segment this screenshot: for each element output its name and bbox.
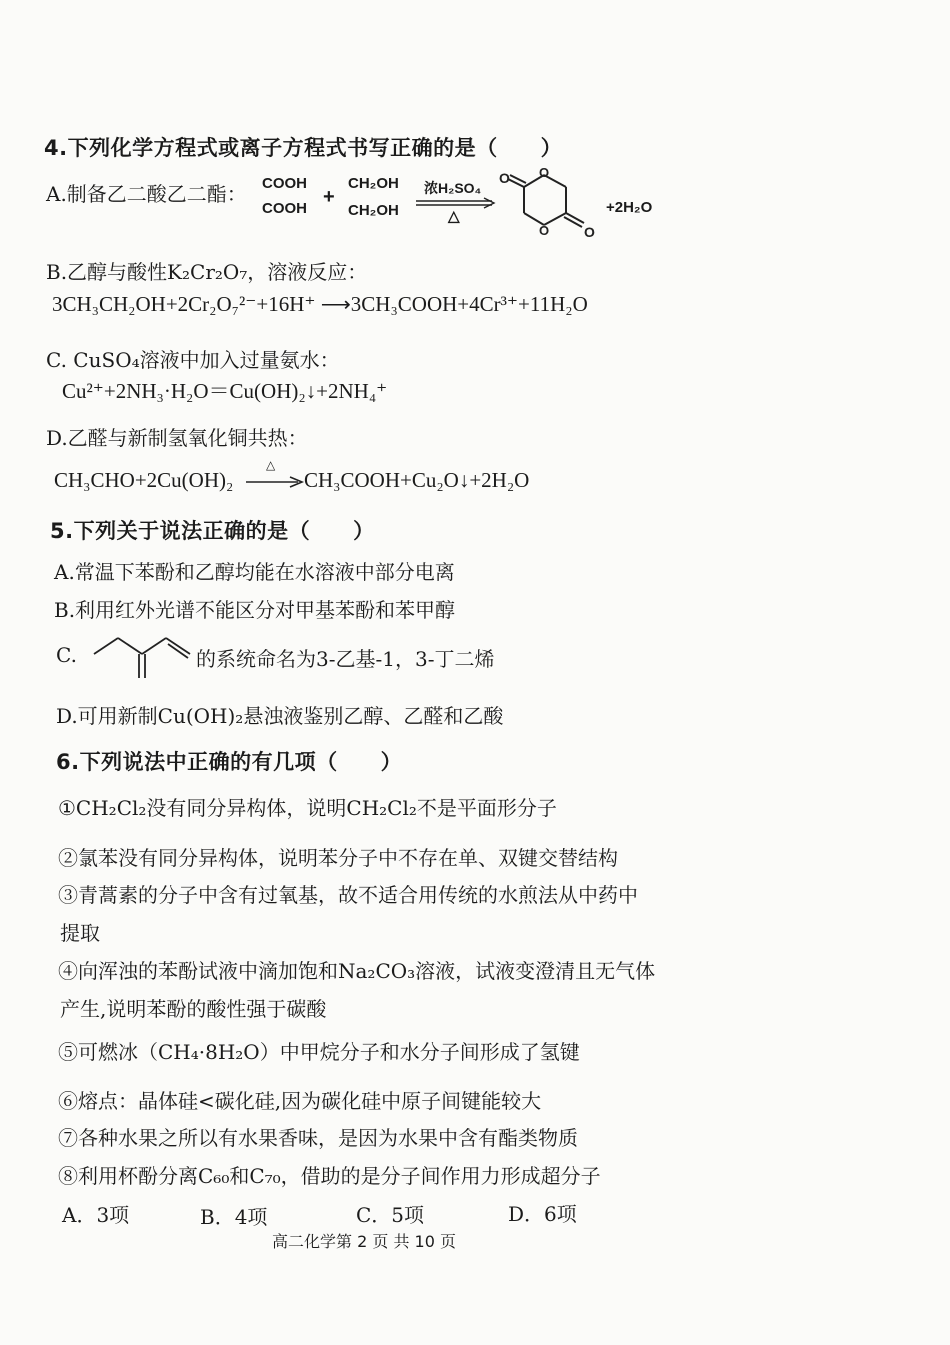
q4-option-c-equation: Cu²⁺+2NH₃·H₂O＝Cu(OH)₂↓+2NH₄⁺ xyxy=(62,379,388,403)
plus-sign: + xyxy=(323,186,335,208)
q4-option-d-equation-right: CH₃COOH+Cu₂O↓+2H₂O xyxy=(304,468,530,492)
reaction-arrow-d xyxy=(246,470,306,490)
q6-item-1: ①CH₂Cl₂没有同分异构体，说明CH₂Cl₂不是平面形分子 xyxy=(58,796,557,820)
q6-item-7: ⑦各种水果之所以有水果香味，是因为水果中含有酯类物质 xyxy=(58,1126,578,1150)
q4-option-a-label: A.制备乙二酸乙二酯： xyxy=(46,182,247,206)
q5-title: 5.下列关于说法正确的是（ ） xyxy=(50,519,375,543)
q6-choice-d: D．6项 xyxy=(508,1202,577,1226)
q4-option-b-label: B.乙醇与酸性K₂Cr₂O₇，溶液反应： xyxy=(46,260,368,284)
q4-title: 4.下列化学方程式或离子方程式书写正确的是（ ） xyxy=(44,136,563,160)
q5-option-d: D.可用新制Cu(OH)₂悬浊液鉴别乙醇、乙醛和乙酸 xyxy=(56,704,504,728)
svg-text:O: O xyxy=(499,170,510,186)
diene-skeletal-structure xyxy=(90,626,200,681)
q6-choice-b: B．4项 xyxy=(200,1205,268,1229)
q6-item-3-cont: 提取 xyxy=(60,921,100,945)
q6-item-4-cont: 产生,说明苯酚的酸性强于碳酸 xyxy=(60,997,327,1021)
oxalic-acid-top: COOH xyxy=(262,175,307,192)
q4-option-b-equation: 3CH₃CH₂OH+2Cr₂O₇²⁻+16H⁺ ⟶3CH₃COOH+4Cr³⁺+11H₂O xyxy=(52,292,588,316)
q5-option-a: A.常温下苯酚和乙醇均能在水溶液中部分电离 xyxy=(54,560,455,584)
q5-option-c-suffix: 的系统命名为3-乙基-1，3-丁二烯 xyxy=(196,647,495,671)
glycol-top: CH₂OH xyxy=(348,175,399,192)
svg-text:O: O xyxy=(539,223,550,238)
product-water: +2H₂O xyxy=(606,199,653,216)
glycol-bottom: CH₂OH xyxy=(348,202,399,219)
q6-item-8: ⑧利用杯酚分离C₆₀和C₇₀，借助的是分子间作用力形成超分子 xyxy=(58,1164,601,1188)
q6-item-6: ⑥熔点：晶体硅<碳化硅,因为碳化硅中原子间键能较大 xyxy=(58,1089,542,1113)
q5-option-b: B.利用红外光谱不能区分对甲基苯酚和苯甲醇 xyxy=(54,598,456,622)
q5-option-c-prefix: C. xyxy=(56,643,77,667)
q6-item-2: ②氯苯没有同分异构体，说明苯分子中不存在单、双键交替结构 xyxy=(58,846,618,870)
q4-option-c-label: C. CuSO₄溶液中加入过量氨水： xyxy=(46,348,340,372)
heat-symbol-d: △ xyxy=(266,458,276,472)
q6-item-4: ④向浑浊的苯酚试液中滴加饱和Na₂CO₃溶液，试液变澄清且无气体 xyxy=(58,959,656,983)
page-footer: 高二化学第 2 页 共 10 页 xyxy=(272,1232,456,1251)
svg-text:O: O xyxy=(584,224,595,240)
q4-option-d-label: D.乙醛与新制氢氧化铜共热： xyxy=(46,426,308,450)
q4-option-d-equation-left: CH₃CHO+2Cu(OH)₂ xyxy=(54,468,234,492)
q6-title: 6.下列说法中正确的有几项（ ） xyxy=(56,750,403,774)
svg-text:O: O xyxy=(539,165,550,180)
q6-choice-c: C．5项 xyxy=(356,1203,425,1227)
q6-choice-a: A．3项 xyxy=(62,1203,130,1227)
q6-item-5: ⑤可燃冰（CH₄·8H₂O）中甲烷分子和水分子间形成了氢键 xyxy=(58,1040,580,1064)
ethylene-oxalate-ring xyxy=(494,165,614,245)
reagent-conc-h2so4: 浓H₂SO₄ xyxy=(424,180,482,196)
oxalic-acid-bottom: COOH xyxy=(262,200,307,217)
q6-item-3: ③青蒿素的分子中含有过氧基，故不适合用传统的水煎法从中药中 xyxy=(58,883,638,907)
heat-symbol-a: △ xyxy=(448,208,460,225)
